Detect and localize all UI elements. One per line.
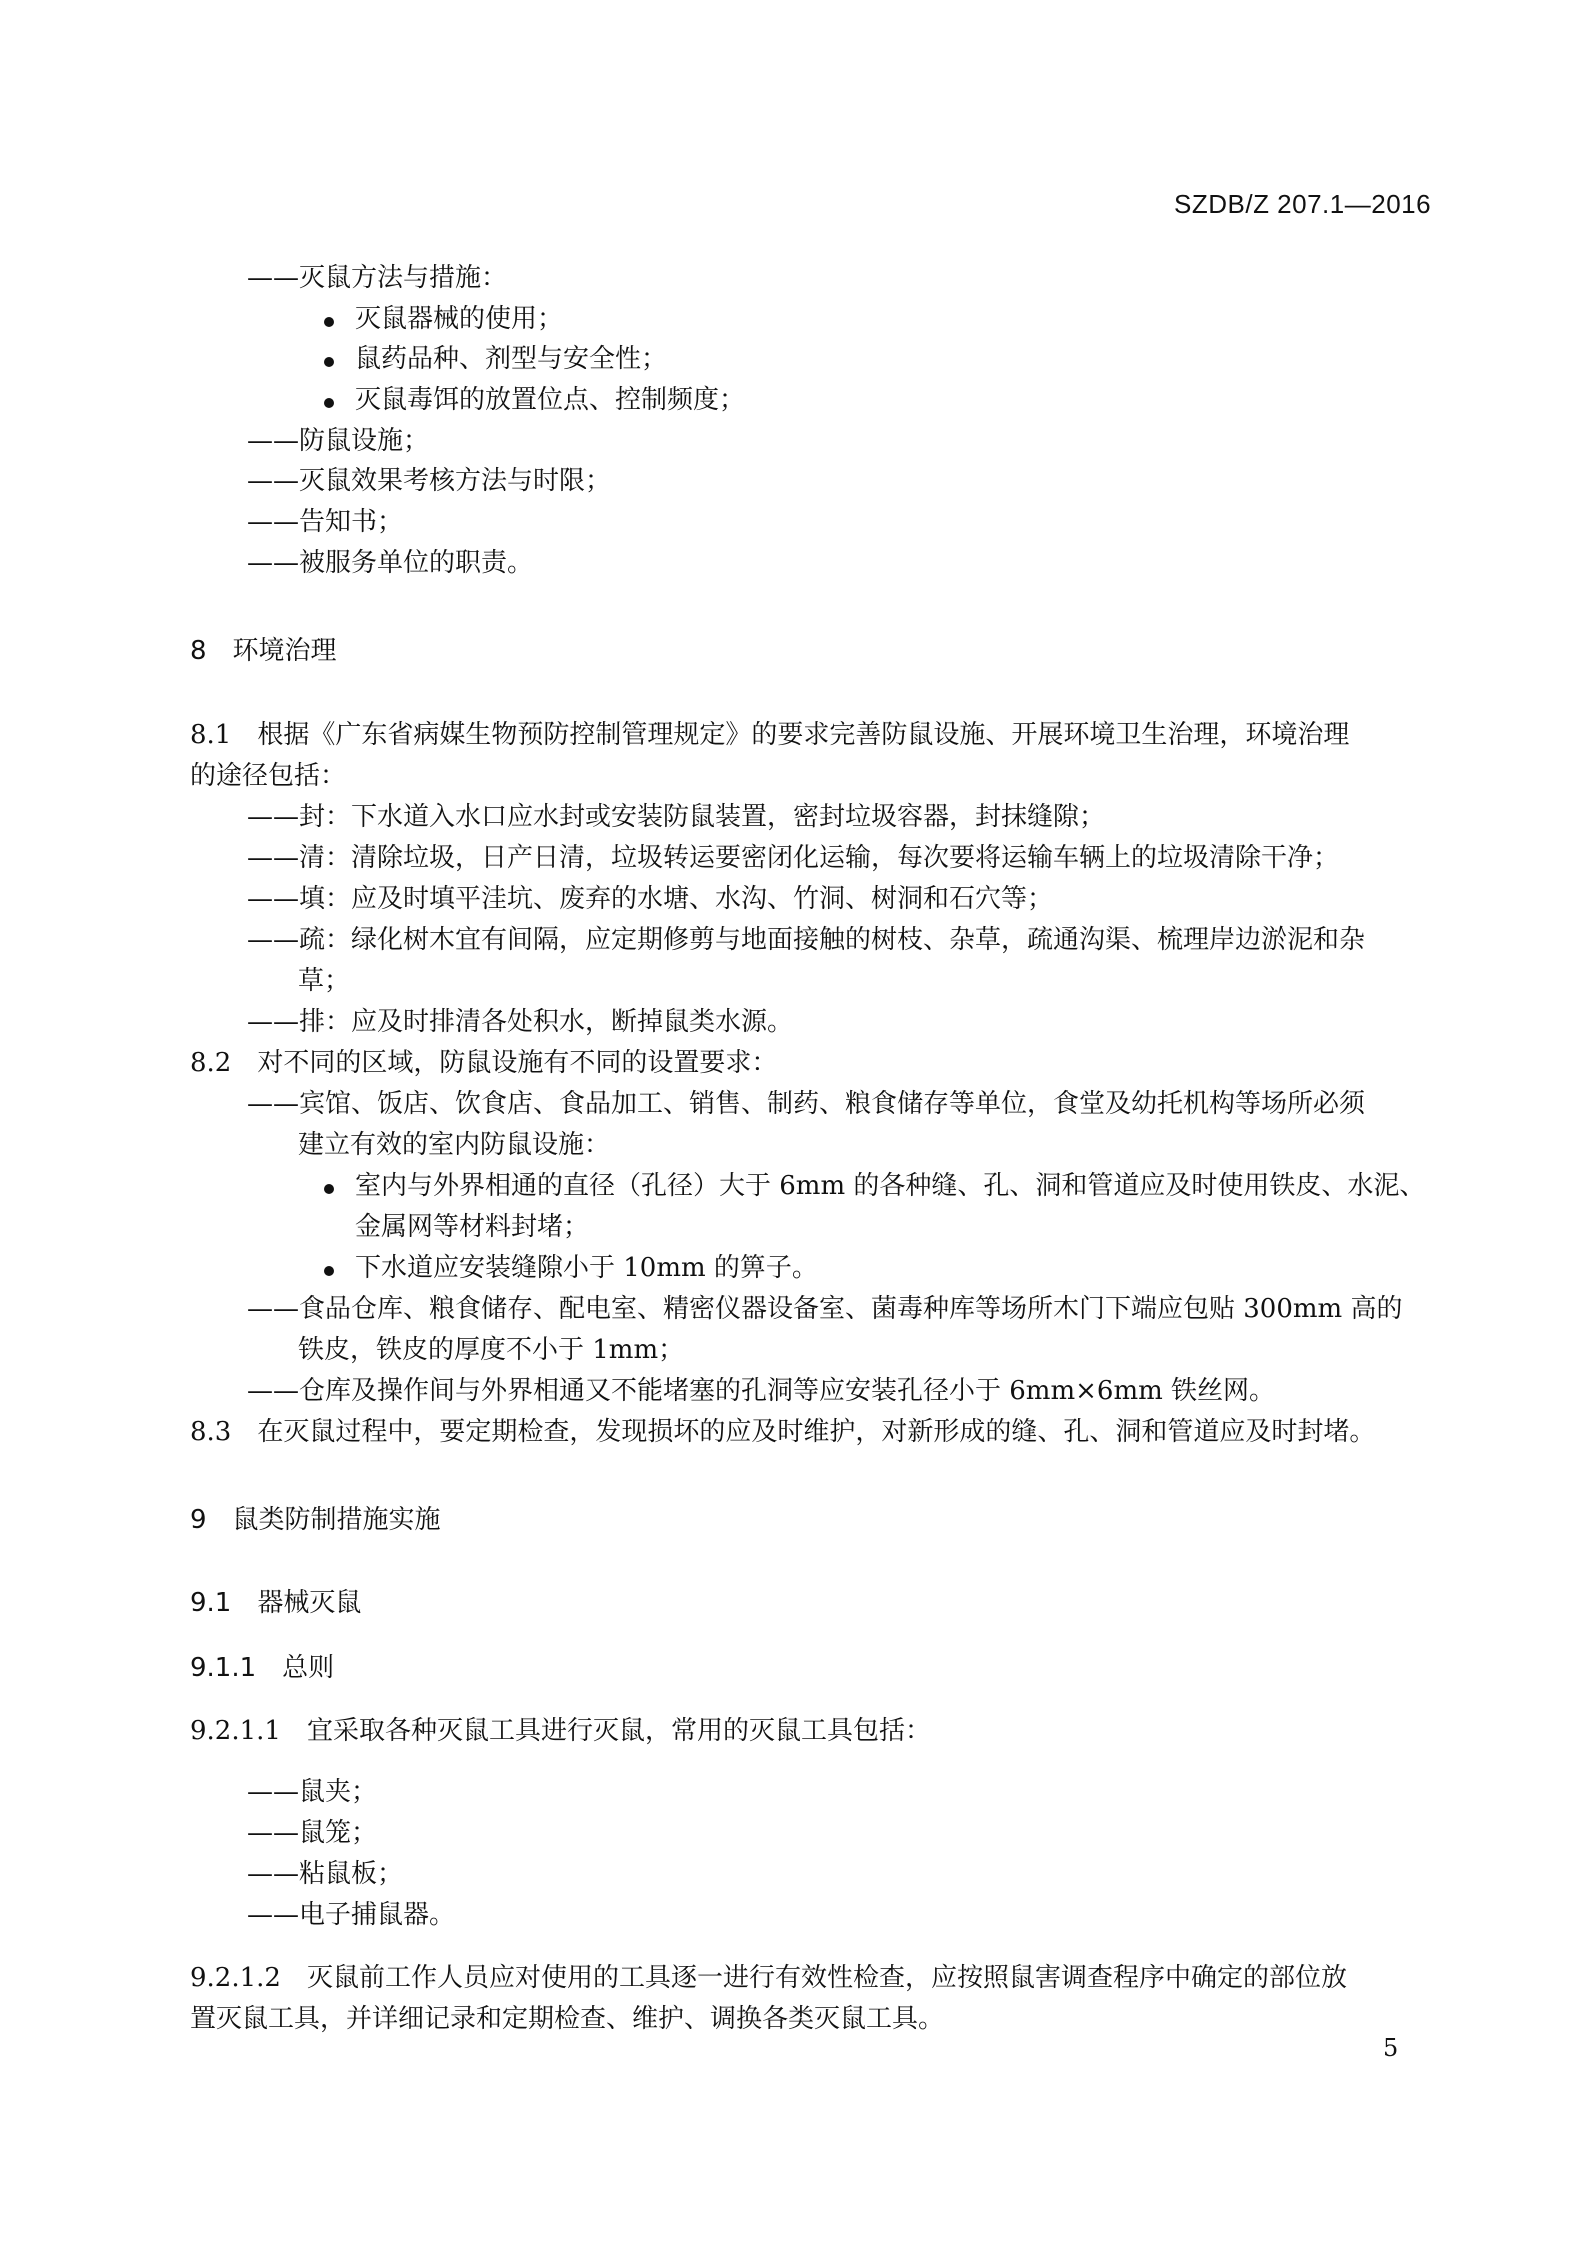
dash-item: ——食品仓库、粮食储存、配电室、精密仪器设备室、菌毒种库等场所木门下端应包贴 300mm 高的 bbox=[247, 1294, 1403, 1324]
clause-paragraph: 9.2.1.1 宜采取各种灭鼠工具进行灭鼠，常用的灭鼠工具包括： bbox=[190, 1716, 931, 1746]
document-code-header: SZDB/Z 207.1—2016 bbox=[1174, 189, 1432, 219]
page-number: 5 bbox=[1383, 2034, 1399, 2062]
bullet-item: 灭鼠器械的使用； bbox=[355, 304, 564, 334]
clause-paragraph: 8.2 对不同的区域，防鼠设施有不同的设置要求： bbox=[190, 1048, 778, 1078]
bullet-icon bbox=[324, 398, 334, 408]
bullet-item: 灭鼠毒饵的放置位点、控制频度； bbox=[355, 385, 746, 415]
dash-item-cont: 建立有效的室内防鼠设施： bbox=[298, 1130, 611, 1160]
dash-item: ——电子捕鼠器。 bbox=[247, 1900, 456, 1930]
bullet-icon bbox=[324, 1184, 334, 1194]
dash-item: ——鼠笼； bbox=[247, 1818, 378, 1848]
section-heading: 9 鼠类防制措施实施 bbox=[190, 1505, 441, 1535]
bullet-item: 鼠药品种、剂型与安全性； bbox=[355, 344, 668, 374]
clause-paragraph: 8.1 根据《广东省病媒生物预防控制管理规定》的要求完善防鼠设施、开展环境卫生治理，环境治理 bbox=[190, 720, 1350, 750]
bullet-item: 下水道应安装缝隙小于 10mm 的箅子。 bbox=[355, 1253, 818, 1283]
subsection-heading: 9.1 器械灭鼠 bbox=[190, 1588, 362, 1618]
dash-item: ——仓库及操作间与外界相通又不能堵塞的孔洞等应安装孔径小于 6mm×6mm 铁丝网。 bbox=[247, 1376, 1276, 1406]
dash-item: ——灭鼠效果考核方法与时限； bbox=[247, 466, 612, 496]
dash-item: ——防鼠设施； bbox=[247, 426, 430, 456]
bullet-item-cont: 金属网等材料封堵； bbox=[355, 1212, 590, 1242]
clause-paragraph-cont: 的途径包括： bbox=[190, 761, 347, 791]
section-heading: 8 环境治理 bbox=[190, 636, 337, 666]
bullet-icon bbox=[324, 357, 334, 367]
dash-item: ——被服务单位的职责。 bbox=[247, 548, 534, 578]
dash-item: ——清：清除垃圾，日产日清，垃圾转运要密闭化运输，每次要将运输车辆上的垃圾清除干净； bbox=[247, 843, 1340, 873]
clause-paragraph-cont: 置灭鼠工具，并详细记录和定期检查、维护、调换各类灭鼠工具。 bbox=[190, 2004, 945, 2034]
dash-item: ——封：下水道入水口应水封或安装防鼠装置，密封垃圾容器，封抹缝隙； bbox=[247, 802, 1106, 832]
dash-item: ——排：应及时排清各处积水，断掉鼠类水源。 bbox=[247, 1007, 794, 1037]
dash-item-cont: 草； bbox=[298, 966, 351, 996]
dash-item: ——告知书； bbox=[247, 507, 404, 537]
dash-item: ——灭鼠方法与措施： bbox=[247, 263, 508, 293]
bullet-icon bbox=[324, 317, 334, 327]
subsection-heading: 9.1.1 总则 bbox=[190, 1653, 335, 1683]
dash-item-cont: 铁皮，铁皮的厚度不小于 1mm； bbox=[298, 1335, 685, 1365]
clause-paragraph: 9.2.1.2 灭鼠前工作人员应对使用的工具逐一进行有效性检查，应按照鼠害调查程序中确定的部位放 bbox=[190, 1963, 1347, 1993]
bullet-item: 室内与外界相通的直径（孔径）大于 6mm 的各种缝、孔、洞和管道应及时使用铁皮、水泥、 bbox=[355, 1171, 1426, 1201]
dash-item: ——粘鼠板； bbox=[247, 1859, 404, 1889]
dash-item: ——填：应及时填平洼坑、废弃的水塘、水沟、竹洞、树洞和石穴等； bbox=[247, 884, 1054, 914]
clause-paragraph: 8.3 在灭鼠过程中，要定期检查，发现损坏的应及时维护，对新形成的缝、孔、洞和管道应及时封堵。 bbox=[190, 1417, 1376, 1447]
dash-item: ——鼠夹； bbox=[247, 1777, 378, 1807]
dash-item: ——宾馆、饭店、饮食店、食品加工、销售、制药、粮食储存等单位，食堂及幼托机构等场所必须 bbox=[247, 1089, 1366, 1119]
dash-item: ——疏：绿化树木宜有间隔，应定期修剪与地面接触的树枝、杂草，疏通沟渠、梳理岸边淤泥和杂 bbox=[247, 925, 1366, 955]
bullet-icon bbox=[324, 1266, 334, 1276]
